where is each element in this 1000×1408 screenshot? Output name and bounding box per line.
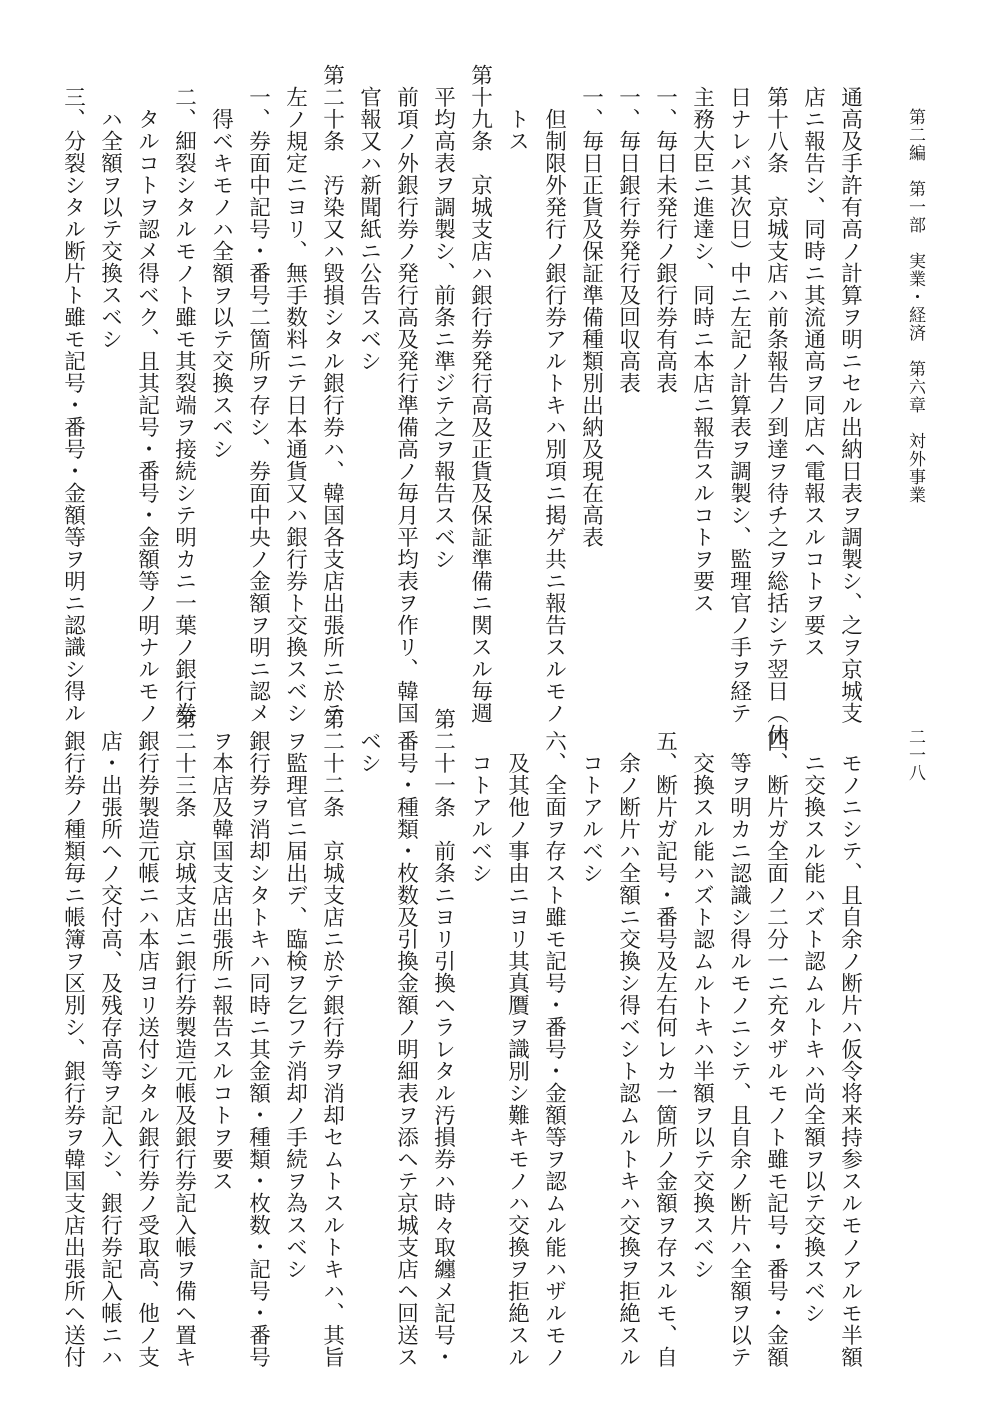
text-column: コトアルベシ <box>578 752 604 884</box>
text-column: 但制限外発行ノ銀行券アルトキハ別項ニ掲ゲ共ニ報告スルモノ <box>541 108 567 724</box>
text-column: ヲ本店及韓国支店出張所ニ報告スルコトヲ要ス <box>208 730 234 1192</box>
text-column: 一、毎日正貨及保証準備種類別出納及現在高表 <box>578 86 604 548</box>
text-column: 主務大臣ニ進達シ、同時ニ本店ニ報告スルコトヲ要ス <box>689 86 715 614</box>
text-column: 一、毎日銀行券発行及回収高表 <box>615 86 641 394</box>
text-column: 番号・種類・枚数及引換金額ノ明細表ヲ添ヘテ京城支店ヘ回送ス <box>393 730 419 1368</box>
text-column: 一、券面中記号・番号二箇所ヲ存シ、券面中央ノ金額ヲ明ニ認メ <box>245 86 271 724</box>
text-column: ベシ <box>356 730 382 774</box>
text-column: トス <box>504 108 530 152</box>
text-column: 及其他ノ事由ニヨリ其真贋ヲ識別シ難キモノハ交換ヲ拒絶スル <box>504 752 530 1368</box>
text-column: 店ニ報告シ、同時ニ其流通高ヲ同店ヘ電報スルコトヲ要ス <box>800 86 826 658</box>
text-column: 六、全面ヲ存スト雖モ記号・番号・金額等ヲ認ムル能ハザルモノ <box>541 730 567 1368</box>
text-column: 平均高表ヲ調製シ、前条ニ準ジテ之ヲ報告スベシ <box>430 86 456 570</box>
text-column: 前項ノ外銀行券ノ発行高及発行準備高ノ毎月平均表ヲ作リ、韓国 <box>393 86 419 724</box>
text-column: 銀行券ヲ消却シタトキハ同時ニ其金額・種類・枚数・記号・番号 <box>245 730 271 1368</box>
text-column: 五、断片ガ記号・番号及左右何レカ一箇所ノ金額ヲ存スルモ、自 <box>652 730 678 1368</box>
text-column: 銀行券製造元帳ニハ本店ヨリ送付シタル銀行券ノ受取高、他ノ支 <box>134 730 160 1368</box>
text-column: 日ナレバ其次日）中ニ左記ノ計算表ヲ調製シ、監理官ノ手ヲ経テ <box>726 86 752 724</box>
text-column: 交換スル能ハズト認ムルトキハ半額ヲ以テ交換スベシ <box>689 752 715 1280</box>
text-column: コトアルベシ <box>467 752 493 884</box>
text-column: 二、細裂シタルモノト雖モ其裂端ヲ接続シテ明カニ一葉ノ銀行券 <box>171 86 197 724</box>
text-column: ハ全額ヲ以テ交換スベシ <box>97 108 123 350</box>
running-title: 第二編 第一部 実業・経済 第六章 対外事業 <box>905 108 925 504</box>
text-column: 四、断片ガ全面ノ二分一ニ充タザルモノト雖モ記号・番号・金額 <box>763 730 789 1368</box>
text-column: 一、毎日未発行ノ銀行券有高表 <box>652 86 678 394</box>
text-column: 第二十条 汚染又ハ毀損シタル銀行券ハ、韓国各支店出張所ニ於テ <box>319 64 345 724</box>
text-column: 三、分裂シタル断片ト雖モ記号・番号・金額等ヲ明ニ認識シ得ル <box>60 86 86 724</box>
text-column: タルコトヲ認メ得ベク、且其記号・番号・金額等ノ明ナルモノ <box>134 108 160 724</box>
text-column: 第二十三条 京城支店ニ銀行券製造元帳及銀行券記入帳ヲ備ヘ置キ <box>171 708 197 1368</box>
text-column: 余ノ断片ハ全額ニ交換シ得ベシト認ムルトキハ交換ヲ拒絶スル <box>615 752 641 1368</box>
text-column: ニ交換スル能ハズト認ムルトキハ尚全額ヲ以テ交換スベシ <box>800 752 826 1324</box>
page-number: 二一八 <box>905 728 925 782</box>
text-column: 第十八条 京城支店ハ前条報告ノ到達ヲ待チ之ヲ総括シテ翌日（休 <box>763 86 789 746</box>
text-column: 通高及手許有高ノ計算ヲ明ニセル出納日表ヲ調製シ、之ヲ京城支 <box>837 86 863 724</box>
text-column: 等ヲ明カニ認識シ得ルモノニシテ、且自余ノ断片ハ全額ヲ以テ <box>726 752 752 1368</box>
text-column: 官報又ハ新聞紙ニ公告スベシ <box>356 86 382 372</box>
text-column: 店・出張所ヘノ交付高、及残存高等ヲ記入シ、銀行券記入帳ニハ <box>97 730 123 1368</box>
text-column: 左ノ規定ニヨリ、無手数料ニテ日本通貨又ハ銀行券ト交換スベシ <box>282 86 308 724</box>
text-column: 第十九条 京城支店ハ銀行券発行高及正貨及保証準備ニ関スル毎週 <box>467 64 493 724</box>
text-column: 銀行券ノ種類毎ニ帳簿ヲ区別シ、銀行券ヲ韓国支店出張所ヘ送付 <box>60 730 86 1368</box>
text-column: 第二十二条 京城支店ニ於テ銀行券ヲ消却セムトスルトキハ、其旨 <box>319 708 345 1368</box>
text-column: 得ベキモノハ全額ヲ以テ交換スベシ <box>208 108 234 460</box>
text-column: モノニシテ、且自余ノ断片ハ仮令将来持参スルモノアルモ半額 <box>837 752 863 1368</box>
text-column: 第二十一条 前条ニヨリ引換ヘラレタル汚損券ハ時々取纏メ記号・ <box>430 708 456 1368</box>
text-column: ヲ監理官ニ届出デ、臨検ヲ乞フテ消却ノ手続ヲ為スベシ <box>282 730 308 1280</box>
